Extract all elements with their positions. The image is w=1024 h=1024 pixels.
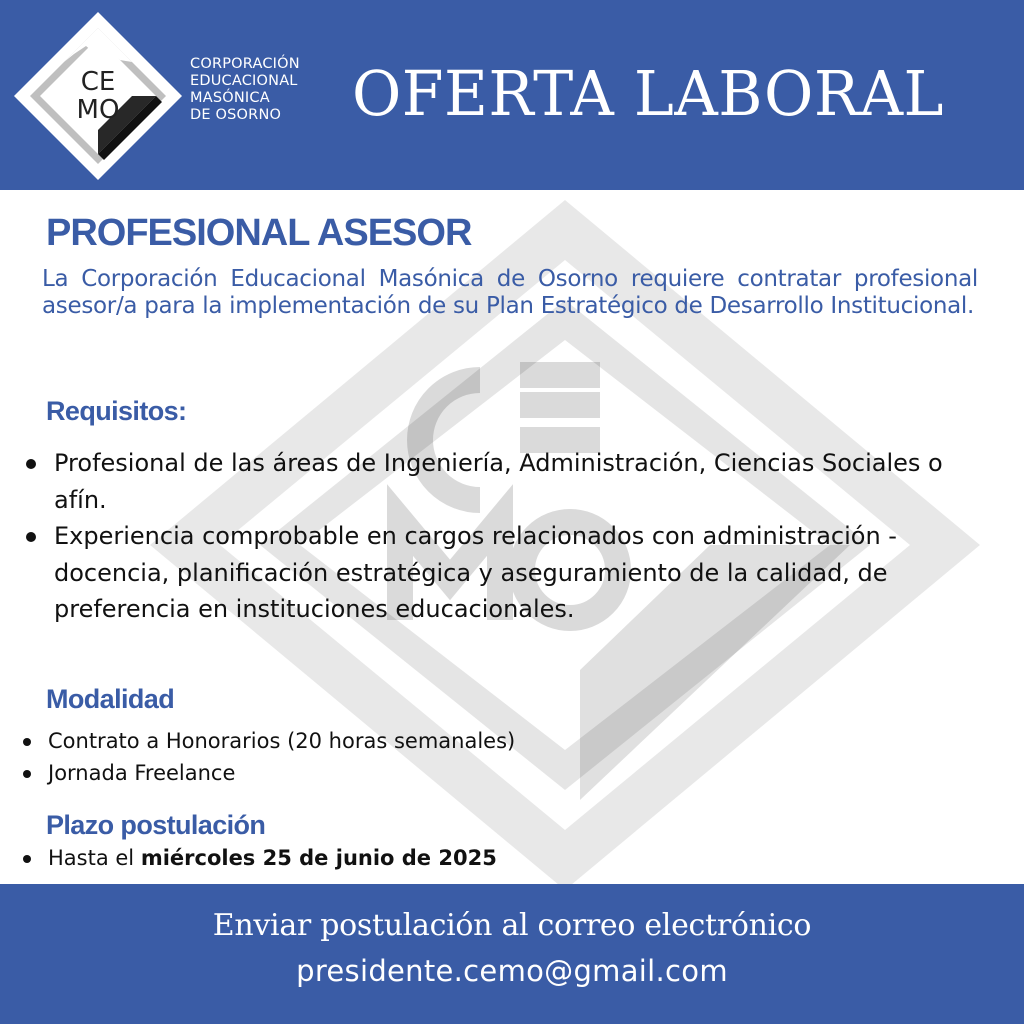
- requirement-item-2: Experiencia comprobable en cargos relacionados con administración - docencia, planificación estratégica y aseguramiento de la calidad, de preferencia en instituciones educacionales.: [24, 518, 944, 628]
- org-name-line-4: DE OSORNO: [190, 107, 282, 123]
- header-banner: [0, 0, 1024, 190]
- organization-name: [190, 56, 300, 124]
- org-name-line-1: CORPORACIÓN: [190, 56, 300, 72]
- modality-list: [20, 725, 920, 789]
- modality-heading: Modalidad: [46, 684, 175, 714]
- org-name-line-2: EDUCACIONAL: [190, 73, 298, 89]
- contact-email[interactable]: presidente.cemo@gmail.com: [296, 954, 728, 988]
- modality-item-2: Jornada Freelance: [20, 757, 920, 789]
- deadline-item: [20, 842, 920, 874]
- requirement-item-1: Profesional de las áreas de Ingeniería, Administración, Ciencias Sociales o afín.: [24, 445, 944, 518]
- job-title: PROFESIONAL ASESOR: [46, 212, 472, 254]
- requirements-heading: Requisitos:: [46, 396, 187, 426]
- footer-instruction: Enviar postulación al correo electrónico: [212, 908, 812, 943]
- deadline-heading: Plazo postulación: [46, 810, 266, 840]
- modality-item-1: Contrato a Honorarios (20 horas semanales): [20, 725, 920, 757]
- cemo-logo: [12, 10, 184, 182]
- deadline-list: [20, 842, 920, 874]
- logo-text-mo: MO: [76, 95, 120, 125]
- logo-text-ce: CE: [80, 67, 116, 97]
- content-area: [0, 190, 1024, 884]
- deadline-date: miércoles 25 de junio de 2025: [140, 846, 497, 870]
- deadline-prefix: Hasta el: [48, 846, 141, 870]
- requirements-list: [24, 445, 944, 628]
- job-description: La Corporación Educacional Masónica de Osorno requiere contratar profesional asesor/a para la implementación de su Plan Estratégico de Desarrollo Institucional.: [42, 266, 978, 319]
- page-title: OFERTA LABORAL: [352, 57, 944, 130]
- footer-banner: [0, 884, 1024, 1024]
- org-name-line-3: MASÓNICA: [190, 90, 270, 106]
